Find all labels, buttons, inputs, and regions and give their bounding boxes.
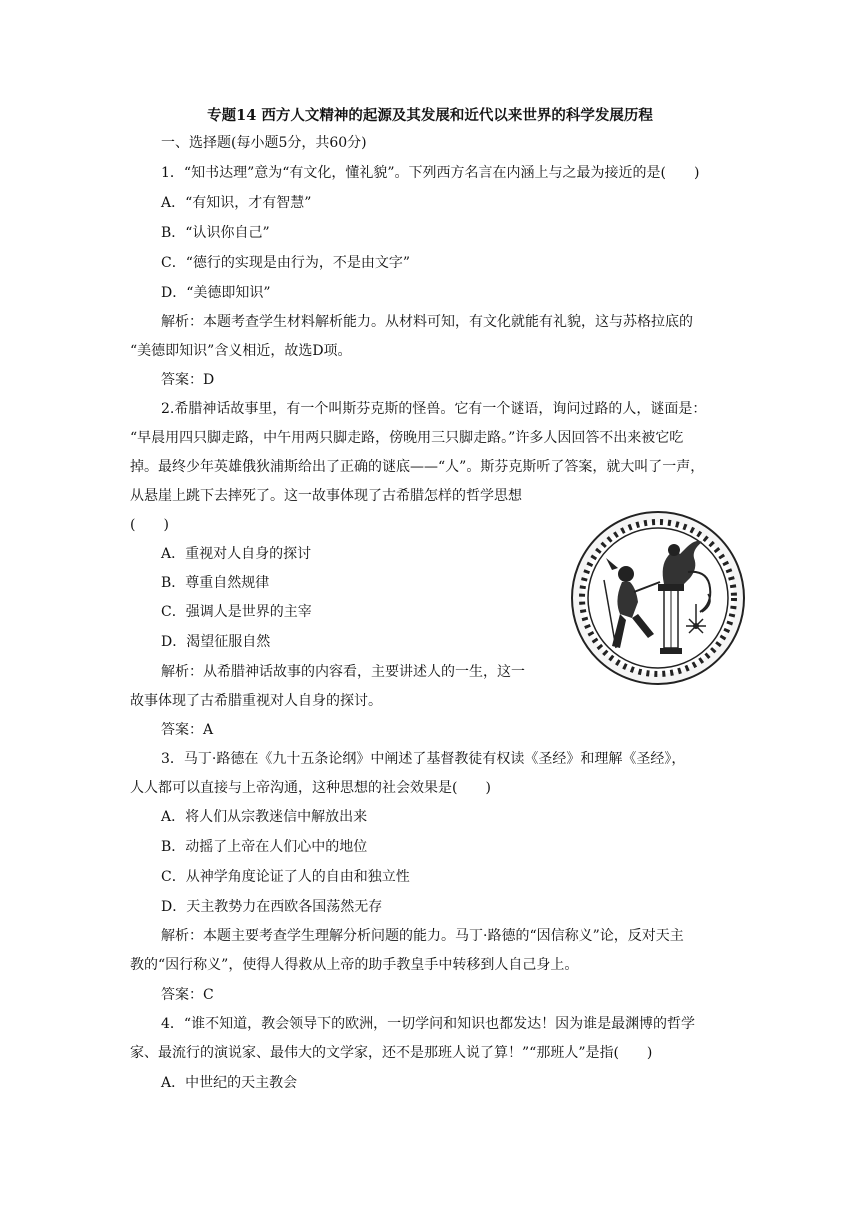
q3-option-a: A．将人们从宗教迷信中解放出来 [161, 809, 368, 825]
q1-option-b: B．“认识你自己” [161, 225, 270, 241]
q1-option-d: D．“美德即知识” [161, 285, 271, 301]
q4-stem-2: 家、最流行的演说家、最伟大的文学家，还不是那班人说了算！”“那班人”是指( ) [130, 1045, 653, 1061]
q4-option-a: A．中世纪的天主教会 [161, 1075, 298, 1091]
q2-analysis-1: 解析：从希腊神话故事的内容看，主要讲述人的一生，这一 [161, 664, 525, 680]
q1-analysis-1: 解析：本题考查学生材料解析能力。从材料可知，有文化就能有礼貌，这与苏格拉底的 [161, 314, 693, 330]
q2-stem-2: “早晨用四只脚走路，中午用两只脚走路，傍晚用三只脚走路。”许多人因回答不出来被它吃 [130, 430, 684, 446]
q3-analysis-1: 解析：本题主要考查学生理解分析问题的能力。马丁·路德的“因信称义”论，反对天主 [161, 928, 684, 944]
q2-stem-1: 2.希腊神话故事里，有一个叫斯芬克斯的怪兽。它有一个谜语，询问过路的人，谜面是： [161, 401, 707, 417]
q2-option-b: B．尊重自然规律 [161, 575, 270, 591]
q1-option-c: C．“德行的实现是由行为，不是由文字” [161, 255, 411, 271]
q3-option-b: B．动摇了上帝在人们心中的地位 [161, 839, 368, 855]
q3-option-d: D．天主教势力在西欧各国荡然无存 [161, 899, 383, 915]
q2-stem-4: 从悬崖上跳下去摔死了。这一故事体现了古希腊怎样的哲学思想 [130, 488, 522, 504]
q2-option-d: D．渴望征服自然 [161, 634, 271, 650]
q3-stem-2: 人人都可以直接与上帝沟通，这种思想的社会效果是( ) [130, 780, 491, 796]
q1-answer: 答案：D [161, 372, 215, 388]
q2-option-c: C．强调人是世界的主宰 [161, 604, 312, 620]
oedipus-sphinx-illustration [568, 508, 748, 688]
q1-option-a: A．“有知识，才有智慧” [161, 195, 312, 211]
q2-answer: 答案：A [161, 722, 214, 738]
q3-stem-1: 3．马丁·路德在《九十五条论纲》中阐述了基督教徒有权读《圣经》和理解《圣经》， [161, 751, 686, 767]
page-title: 专题14 西方人文精神的起源及其发展和近代以来世界的科学发展历程 [207, 107, 653, 124]
q3-option-c: C．从神学角度论证了人的自由和独立性 [161, 869, 410, 885]
q3-answer: 答案：C [161, 987, 214, 1003]
q2-stem-5: ( ) [130, 517, 169, 533]
q2-analysis-2: 故事体现了古希腊重视对人自身的探讨。 [130, 693, 382, 709]
q3-analysis-2: 教的“因行称义”，使得人得救从上帝的助手教皇手中转移到人自己身上。 [130, 957, 579, 973]
q2-option-a: A．重视对人自身的探讨 [161, 546, 312, 562]
q1-analysis-2: “美德即知识”含义相近，故选D项。 [130, 343, 352, 359]
q1-stem: 1．“知书达理”意为“有文化，懂礼貌”。下列西方名言在内涵上与之最为接近的是( ) [161, 165, 700, 181]
q4-stem-1: 4．“谁不知道，教会领导下的欧洲，一切学问和知识也都发达！因为谁是最渊博的哲学 [161, 1016, 696, 1032]
section-heading: 一、选择题(每小题5分，共60分) [161, 135, 367, 151]
q2-stem-3: 掉。最终少年英雄俄狄浦斯给出了正确的谜底——“人”。斯芬克斯听了答案，就大叫了一声， [130, 459, 705, 475]
